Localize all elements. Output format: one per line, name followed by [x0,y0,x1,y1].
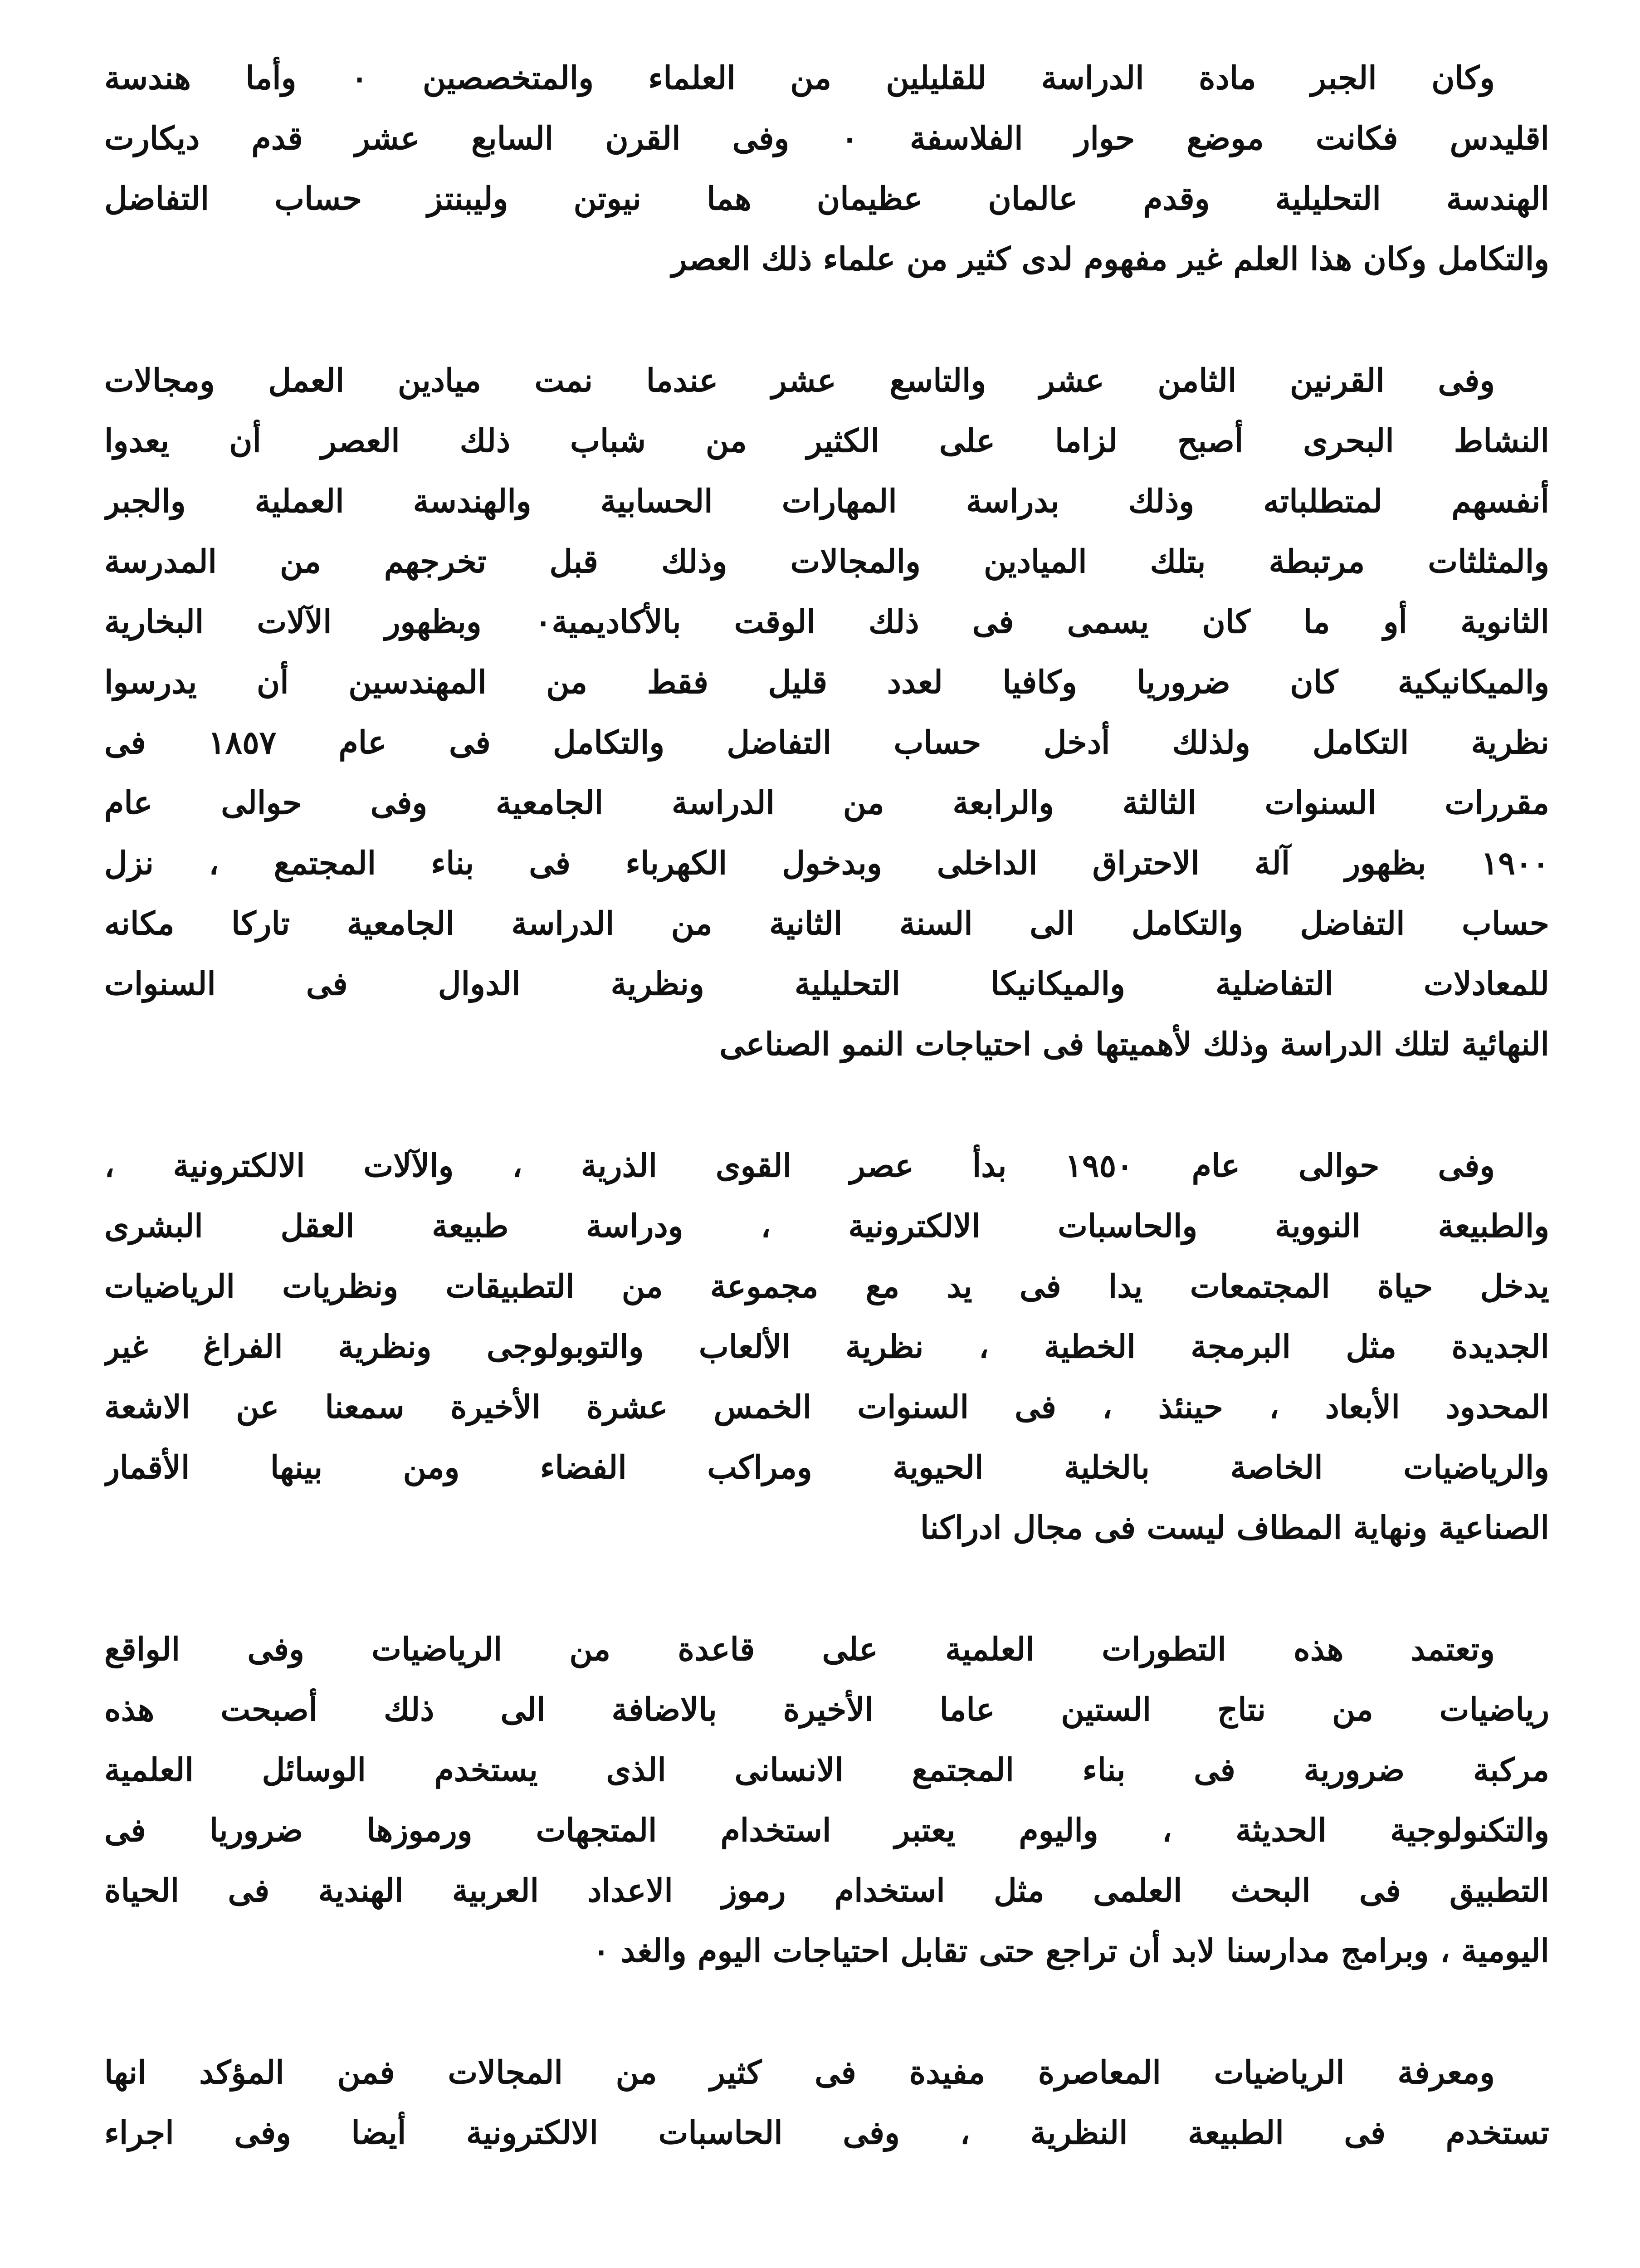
paragraph [104,350,1549,1074]
text-line: والتكامل وكان هذا العلم غير مفهوم لدى كثير من علماء ذلك العصر [671,240,1549,278]
text-line: مركبة ضرورية فى بناء المجتمع الانسانى الذى يستخدم الوسائل العلمية [104,1751,1549,1789]
text-line: رياضيات من نتاج الستين عاما الأخيرة بالاضافة الى ذلك أصبحت هذه [104,1691,1549,1728]
text-line: وكان الجبر مادة الدراسة للقليلين من العلماء والمتخصصين ٠ وأما هندسة [104,59,1495,97]
text-line: الجديدة مثل البرمجة الخطية ، نظرية الألعاب والتوبولوجى ونظرية الفراغ غير [104,1328,1549,1365]
text-line: اليومية ، وبرامج مدارسنا لابد أن تراجع حتى تقابل احتياجات اليوم والغد ٠ [592,1932,1549,1970]
text-line: والتكنولوجية الحديثة ، واليوم يعتبر استخدام المتجهات ورموزها ضروريا فى [104,1811,1549,1849]
paragraph-spacer [104,1074,1549,1135]
text-line: النشاط البحرى أصبح لزاما على الكثير من شباب ذلك العصر أن يعدوا [104,422,1549,459]
text-line: والرياضيات الخاصة بالخلية الحيوية ومراكب الفضاء ومن بينها الأقمار [104,1448,1549,1486]
text-line: التطبيق فى البحث العلمى مثل استخدام رموز الاعداد العربية الهندية فى الحياة [104,1872,1549,1909]
text-line: اقليدس فكانت موضع حوار الفلاسفة ٠ وفى القرن السابع عشر قدم ديكارت [104,119,1549,157]
text-line: وفى حوالى عام ١٩٥٠ بدأ عصر القوى الذرية ، والآلات الالكترونية ، [104,1147,1495,1184]
text-line: للمعادلات التفاضلية والميكانيكا التحليلية ونظرية الدوال فى السنوات [104,965,1549,1002]
paragraph [104,1135,1549,1558]
paragraph-spacer [104,1981,1549,2042]
text-line: حساب التفاضل والتكامل الى السنة الثانية من الدراسة الجامعية تاركا مكانه [104,904,1549,942]
text-line: نظرية التكامل ولذلك أدخل حساب التفاضل والتكامل فى عام ١٨٥٧ فى [104,723,1549,761]
page-body-text [104,48,1549,2163]
text-line: المحدود الأبعاد ، حينئذ ، فى السنوات الخمس عشرة الأخيرة سمعنا عن الاشعة [104,1388,1549,1426]
text-line: النهائية لتلك الدراسة وذلك لأهميتها فى احتياجات النمو الصناعى [719,1025,1549,1063]
text-line: والميكانيكية كان ضروريا وكافيا لعدد قليل فقط من المهندسين أن يدرسوا [104,663,1549,701]
text-line: الثانوية أو ما كان يسمى فى ذلك الوقت بالأكاديمية٠ وبظهور الآلات البخارية [104,603,1549,640]
text-line: ومعرفة الرياضيات المعاصرة مفيدة فى كثير من المجالات فمن المؤكد انها [104,2053,1495,2091]
text-line: الهندسة التحليلية وقدم عالمان عظيمان هما نيوتن وليبنتز حساب التفاضل [104,180,1549,217]
paragraph [104,1619,1549,1981]
paragraph [104,48,1549,289]
text-line: مقررات السنوات الثالثة والرابعة من الدراسة الجامعية وفى حوالى عام [104,784,1549,821]
text-line: وتعتمد هذه التطورات العلمية على قاعدة من الرياضيات وفى الواقع [104,1630,1495,1668]
text-line: الصناعية ونهاية المطاف ليست فى مجال ادراكنا [920,1509,1549,1546]
text-line: والطبيعة النووية والحاسبات الالكترونية ، ودراسة طبيعة العقل البشرى [104,1207,1549,1245]
text-line: وفى القرنين الثامن عشر والتاسع عشر عندما نمت ميادين العمل ومجالات [104,362,1495,399]
paragraph [104,2042,1549,2163]
text-line: تستخدم فى الطبيعة النظرية ، وفى الحاسبات الالكترونية أيضا وفى اجراء [104,2114,1549,2151]
text-line: ١٩٠٠ بظهور آلة الاحتراق الداخلى وبدخول الكهرباء فى بناء المجتمع ، نزل [104,844,1549,882]
text-line: يدخل حياة المجتمعات يدا فى يد مع مجموعة من التطبيقات ونظريات الرياضيات [104,1267,1549,1305]
text-line: والمثلثات مرتبطة بتلك الميادين والمجالات وذلك قبل تخرجهم من المدرسة [104,543,1549,580]
paragraph-spacer [104,1558,1549,1619]
paragraph-spacer [104,289,1549,350]
text-line: أنفسهم لمتطلباته وذلك بدراسة المهارات الحسابية والهندسة العملية والجبر [104,482,1549,520]
